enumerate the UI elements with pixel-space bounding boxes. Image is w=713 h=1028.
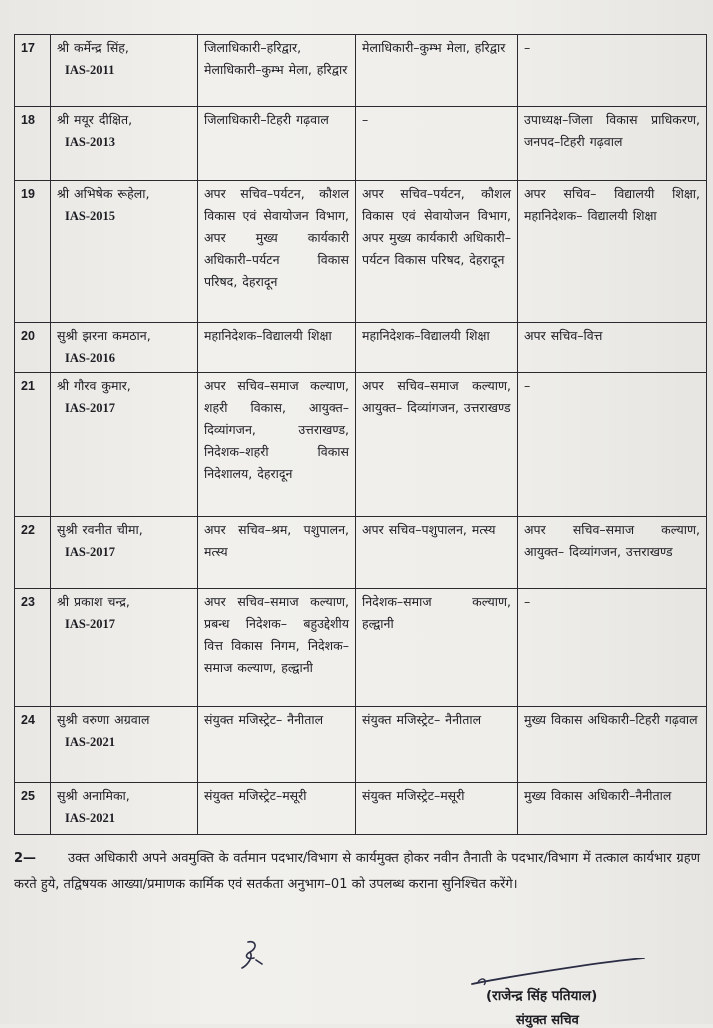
current-post: अपर सचिव–समाज कल्याण, शहरी विकास, आयुक्त–दिव्यांगजन, उत्तराखण्ड, निदेशक–शहरी विकास निदेशालय, देहरादून [198,373,356,517]
table-row [15,707,707,783]
current-post: संयुक्त मजिस्ट्रेट–मसूरी [198,783,356,835]
table-row [15,35,707,107]
current-post: अपर सचिव–समाज कल्याण, प्रबन्ध निदेशक– बहुउद्देशीय वित्त विकास निगम, निदेशक–समाज कल्याण, हल्द्वानी [198,589,356,707]
current-post: जिलाधिकारी–हरिद्वार, मेलाधिकारी–कुम्भ मेला, हरिद्वार [198,35,356,107]
relieved-post: निदेशक–समाज कल्याण, हल्द्वानी [356,589,518,707]
current-post: अपर सचिव–श्रम, पशुपालन, मत्स्य [198,517,356,589]
new-post: मुख्य विकास अधिकारी–नैनीताल [518,783,707,835]
serial-number: 19 [15,181,51,323]
table-row [15,373,707,517]
officer-cell [51,35,198,107]
officer-name: श्री अभिषेक रूहेला, [57,186,150,201]
serial-number: 25 [15,783,51,835]
table-row [15,323,707,373]
new-post: अपर सचिव–समाज कल्याण, आयुक्त– दिव्यांगजन, उत्तराखण्ड [518,517,707,589]
officer-cell [51,181,198,323]
officer-name: श्री कर्मेन्द्र सिंह, [57,40,129,55]
paragraph-text: उक्त अधिकारी अपने अवमुक्ति के वर्तमान पदभार/विभाग से कार्यमुक्त होकर नवीन तैनाती के पदभार/विभाग में तत्काल कार्यभार ग्रहण करते हुये, तद्विषयक आख्या/प्रमाणक कार्मिक एवं सतर्कता अनुभाग–01 को उपलब्ध कराना सुनिश्चित करेंगे। [14,851,700,892]
officer-cell [51,707,198,783]
serial-number: 20 [15,323,51,373]
relieved-post: अपर सचिव–पर्यटन, कौशल विकास एवं सेवायोजन विभाग, अपर मुख्य कार्यकारी अधिकारी–पर्यटन विकास परिषद, देहरादून [356,181,518,323]
serial-number: 24 [15,707,51,783]
new-post: – [518,35,707,107]
table-row [15,783,707,835]
officer-cadre: IAS-2016 [65,351,116,365]
relieved-post: संयुक्त मजिस्ट्रेट– नैनीताल [356,707,518,783]
officer-name: सुश्री रवनीत चीमा, [57,522,143,537]
relieved-post: अपर सचिव–पशुपालन, मत्स्य [356,517,518,589]
officer-cadre: IAS-2017 [65,401,116,415]
table-row [15,517,707,589]
instruction-paragraph [14,846,700,898]
signature-stroke [470,958,646,988]
paragraph-number: 2— [14,851,37,866]
current-post: महानिदेशक–विद्यालयी शिक्षा [198,323,356,373]
relieved-post: संयुक्त मजिस्ट्रेट–मसूरी [356,783,518,835]
officer-name: श्री प्रकाश चन्द्र, [57,594,130,609]
initial-mark [236,938,270,972]
officer-cadre: IAS-2011 [65,63,115,77]
officer-cadre: IAS-2015 [65,209,116,223]
new-post: – [518,589,707,707]
new-post: अपर सचिव–वित्त [518,323,707,373]
table-row [15,589,707,707]
new-post: मुख्य विकास अधिकारी–टिहरी गढ़वाल [518,707,707,783]
current-post: जिलाधिकारी–टिहरी गढ़वाल [198,107,356,181]
officer-cell [51,107,198,181]
officer-cell [51,373,198,517]
current-post: संयुक्त मजिस्ट्रेट– नैनीताल [198,707,356,783]
current-post: अपर सचिव–पर्यटन, कौशल विकास एवं सेवायोजन विभाग, अपर मुख्य कार्यकारी अधिकारी–पर्यटन विकास परिषद, देहरादून [198,181,356,323]
officer-name: सुश्री झरना कमठान, [57,328,151,343]
table-row [15,107,707,181]
relieved-post: – [356,107,518,181]
officer-cadre: IAS-2013 [65,135,116,149]
officer-cell [51,783,198,835]
officer-cell [51,589,198,707]
signatory-name: (राजेन्द्र सिंह पतियाल) [486,988,598,1004]
relieved-post: अपर सचिव–समाज कल्याण, आयुक्त– दिव्यांगजन, उत्तराखण्ड [356,373,518,517]
officer-cadre: IAS-2021 [65,735,116,749]
officer-cell [51,517,198,589]
new-post: उपाध्यक्ष–जिला विकास प्राधिकरण, जनपद–टिहरी गढ़वाल [518,107,707,181]
officer-cell [51,323,198,373]
serial-number: 18 [15,107,51,181]
officer-cadre: IAS-2021 [65,811,116,825]
table-row [15,181,707,323]
serial-number: 22 [15,517,51,589]
serial-number: 17 [15,35,51,107]
new-post: अपर सचिव– विद्यालयी शिक्षा, महानिदेशक– विद्यालयी शिक्षा [518,181,707,323]
transfer-table [14,34,707,835]
officer-cadre: IAS-2017 [65,545,116,559]
officer-name: सुश्री वरुणा अग्रवाल [57,712,150,727]
officer-name: श्री मयूर दीक्षित, [57,112,133,127]
serial-number: 23 [15,589,51,707]
officer-cadre: IAS-2017 [65,617,116,631]
new-post: – [518,373,707,517]
officer-name: सुश्री अनामिका, [57,788,130,803]
serial-number: 21 [15,373,51,517]
relieved-post: मेलाधिकारी–कुम्भ मेला, हरिद्वार [356,35,518,107]
officer-name: श्री गौरव कुमार, [57,378,131,393]
signatory-designation: संयुक्त सचिव [516,1013,579,1028]
relieved-post: महानिदेशक–विद्यालयी शिक्षा [356,323,518,373]
